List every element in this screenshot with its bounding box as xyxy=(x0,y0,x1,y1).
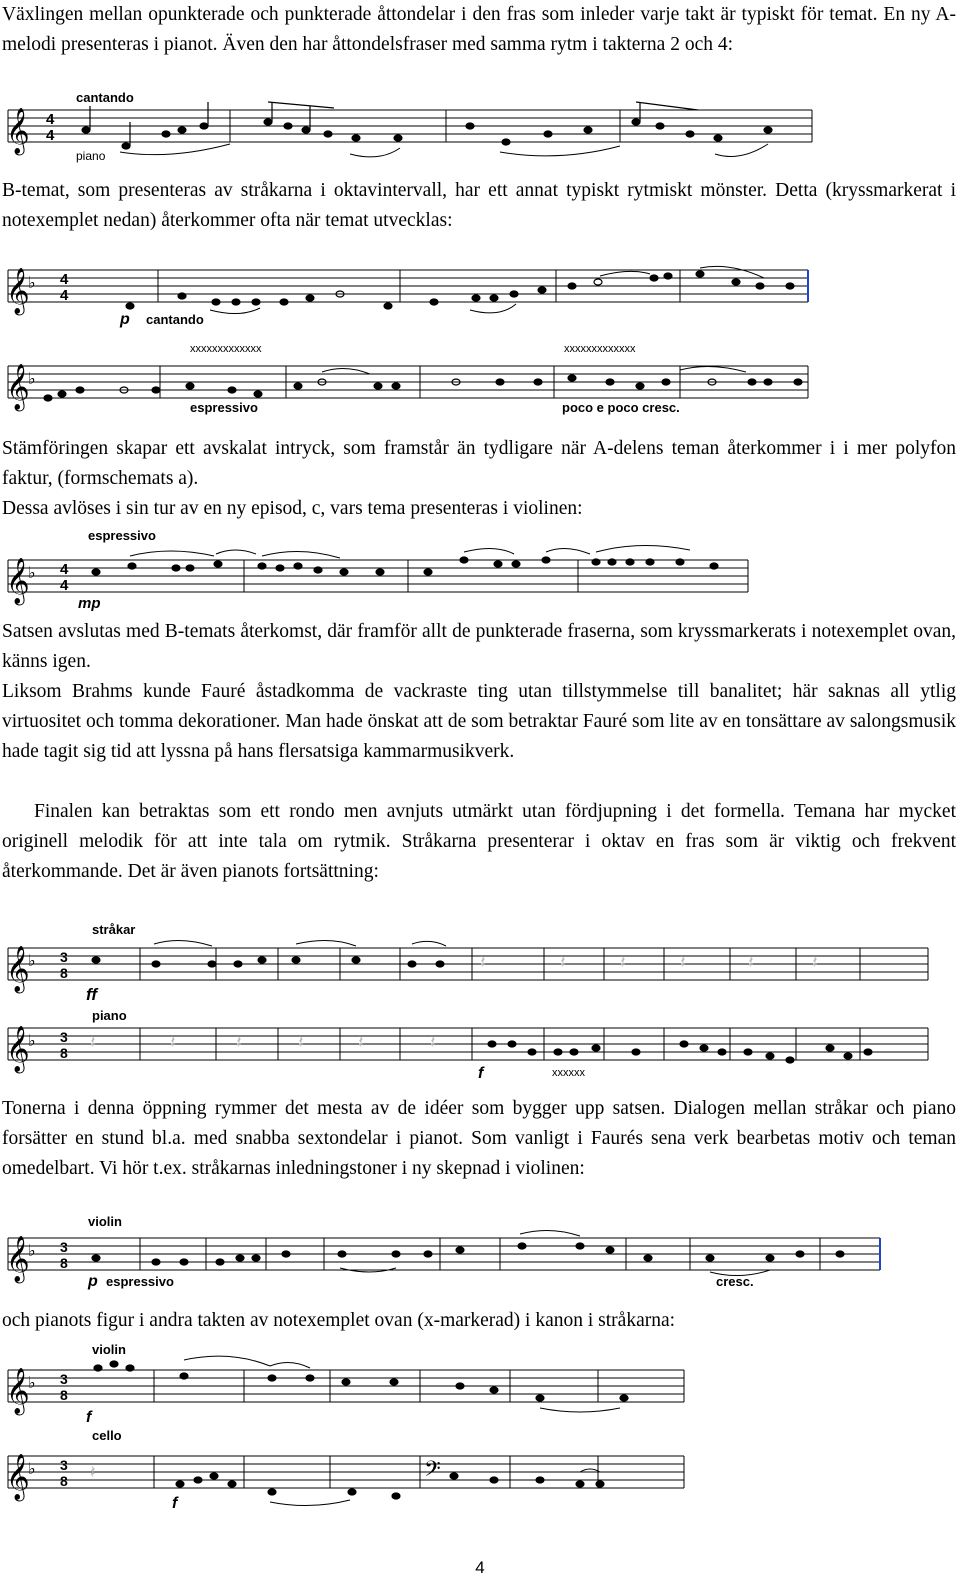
treble-clef: 𝄞 xyxy=(6,269,30,313)
music-example-finale-opening xyxy=(0,914,960,1084)
treble-clef: 𝄞 xyxy=(6,1455,30,1499)
flat-key-signature: ♭ xyxy=(28,565,36,582)
paragraph-intro: Växlingen mellan opunkterade och punkterade åttondelar i den fras som inleder varje takt är typiskt för temat. En ny A-melodi presenteras i pianot. Även den har åttondelsfraser med samma rytm i takterna 2 och 4: xyxy=(2,4,956,55)
treble-clef: 𝄞 xyxy=(6,109,30,153)
svg-text:𝄽: 𝄽 xyxy=(430,1032,436,1052)
x-marks-left: xxxxxxxxxxxxx xyxy=(190,343,262,355)
direction-espressivo: espressivo xyxy=(190,400,258,415)
paragraph-opening-ideas: Tonerna i denna öppning rymmer det mesta av de idéer som bygger upp satsen. Dialogen mellan stråkar och piano forsätter en stund bl.a. med snabba sextondelar i pianot. Som vanligt i Faurés sena verk bearbetas motiv och teman omedelbart. Vi hör t.ex. stråkarnas inledningstoner i ny skepnad i violinen: xyxy=(2,1098,956,1179)
svg-text:𝄽: 𝄽 xyxy=(620,952,626,972)
bass-clef: 𝄢 xyxy=(424,1456,441,1486)
time-signature-bottom: 8 xyxy=(60,1045,68,1061)
instrument-label-violin: violin xyxy=(92,1342,126,1357)
paragraph-b-theme: B-temat, som presenteras av stråkarna i oktavintervall, har ett annat typiskt rytmiskt mönster. Detta (kryssmarkerat i notexemplet nedan) återkommer ofta när temat utvecklas: xyxy=(2,180,956,231)
music-example-violin-episode xyxy=(0,526,960,616)
instrument-label-violin: violin xyxy=(88,1214,122,1229)
paragraph-finale: Finalen kan betraktas som ett rondo men avnjuts utmärkt utan fördjupning i det formella. Temana har mycket originell melodik för att inte tala om rytmik. Stråkarna presenterar i oktav en fras som är viktig och frekvent återkommande. Det är även pianots fortsättning: xyxy=(2,801,956,882)
time-signature-top: 4 xyxy=(60,561,69,578)
direction-espressivo: espressivo xyxy=(88,528,156,543)
svg-text:𝄽: 𝄽 xyxy=(812,952,818,972)
time-signature-bottom: 8 xyxy=(60,1387,68,1403)
dynamic-f: f xyxy=(478,1065,484,1082)
flat-key-signature: ♭ xyxy=(28,275,36,292)
time-signature-bottom: 4 xyxy=(46,127,55,144)
svg-text:𝄽: 𝄽 xyxy=(748,952,754,972)
direction-cresc: cresc. xyxy=(716,1274,754,1289)
svg-text:𝄽: 𝄽 xyxy=(358,1032,364,1052)
flat-key-signature: ♭ xyxy=(28,371,36,388)
dynamic-f: f xyxy=(172,1495,178,1512)
svg-text:𝄽: 𝄽 xyxy=(560,952,566,972)
time-signature-bottom: 4 xyxy=(60,577,69,594)
time-signature-bottom: 8 xyxy=(60,1473,68,1489)
page-number: 4 xyxy=(475,1558,485,1577)
music-example-violin-variation xyxy=(0,1210,960,1290)
paragraph-canon: och pianots figur i andra takten av notexemplet ovan (x-markerad) i kanon i stråkarna: xyxy=(2,1310,676,1331)
music-example-canon xyxy=(0,1338,960,1518)
svg-text:𝄽: 𝄽 xyxy=(680,952,686,972)
treble-clef: 𝄞 xyxy=(6,1237,30,1281)
music-example-b-theme-line1 xyxy=(0,258,960,338)
music-example-b-theme-line2 xyxy=(0,340,960,420)
dynamic-ff: ff xyxy=(86,985,98,1004)
slurs xyxy=(120,144,768,157)
paragraph-brahms: Liksom Brahms kunde Fauré åstadkomma de vackraste ting utan tillstymmelse till banalitet; här saknas all ytlig virtuositet och tomma dekorationer. Man hade önskat att de som betraktar Fauré som lite av en tonsättare av salongsmusik hade tagit sig tid att lyssna på hans flersatsiga kammarmusikverk. xyxy=(2,681,956,762)
direction-cantando: cantando xyxy=(146,312,204,327)
paragraph-conclusion: Satsen avslutas med B-temats återkomst, där framför allt de punkterade fraserna, som kryssmarkerats i notexemplet ovan, känns igen. xyxy=(2,621,956,672)
treble-clef: 𝄞 xyxy=(6,1369,30,1413)
instrument-label-piano: piano xyxy=(76,149,106,163)
svg-text:𝄽: 𝄽 xyxy=(170,1032,176,1052)
x-marks-right: xxxxxxxxxxxxx xyxy=(564,343,636,355)
time-signature-bottom: 8 xyxy=(60,1255,68,1271)
time-signature-top: 3 xyxy=(60,1239,68,1255)
treble-clef: 𝄞 xyxy=(6,365,30,409)
time-signature-top: 4 xyxy=(46,111,55,128)
instrument-label-strakar: stråkar xyxy=(92,922,136,937)
instrument-label-piano: piano xyxy=(92,1008,127,1023)
music-example-piano-melody xyxy=(0,88,960,168)
paragraph-voice-leading: Stämföringen skapar ett avskalat intryck, som framstår än tydligare när A-delens teman återkommer i i mer polyfon faktur, (formschemats a). xyxy=(2,438,956,489)
treble-clef: 𝄞 xyxy=(6,559,30,603)
treble-clef: 𝄞 xyxy=(6,947,30,991)
direction-espressivo: espressivo xyxy=(106,1274,174,1289)
direction-poco-cresc: poco e poco cresc. xyxy=(562,400,680,415)
time-signature-bottom: 8 xyxy=(60,965,68,981)
dynamic-mp: mp xyxy=(78,595,101,612)
time-signature-top: 4 xyxy=(60,271,69,288)
svg-text:𝄽: 𝄽 xyxy=(90,1032,96,1052)
paragraph-episode-c: Dessa avlöses i sin tur av en ny episod, c, vars tema presenteras i violinen: xyxy=(2,498,583,519)
flat-key-signature: ♭ xyxy=(28,1461,36,1478)
time-signature-top: 3 xyxy=(60,1371,68,1387)
dynamic-f: f xyxy=(86,1409,92,1426)
time-signature-bottom: 4 xyxy=(60,287,69,304)
time-signature-top: 3 xyxy=(60,1457,68,1473)
direction-cantando: cantando xyxy=(76,90,134,105)
dynamic-p: p xyxy=(120,311,130,328)
time-signature-top: 3 xyxy=(60,1029,68,1045)
svg-text:𝄽: 𝄽 xyxy=(90,1462,96,1482)
treble-clef: 𝄞 xyxy=(6,1027,30,1071)
flat-key-signature: ♭ xyxy=(28,953,36,970)
instrument-label-cello: cello xyxy=(92,1428,122,1443)
dynamic-p: p xyxy=(88,1273,98,1290)
flat-key-signature: ♭ xyxy=(28,1375,36,1392)
x-marks: xxxxxx xyxy=(552,1067,585,1079)
time-signature-top: 3 xyxy=(60,949,68,965)
flat-key-signature: ♭ xyxy=(28,1243,36,1260)
svg-text:𝄽: 𝄽 xyxy=(480,952,486,972)
svg-text:𝄽: 𝄽 xyxy=(298,1032,304,1052)
flat-key-signature: ♭ xyxy=(28,1033,36,1050)
svg-text:𝄽: 𝄽 xyxy=(236,1032,242,1052)
